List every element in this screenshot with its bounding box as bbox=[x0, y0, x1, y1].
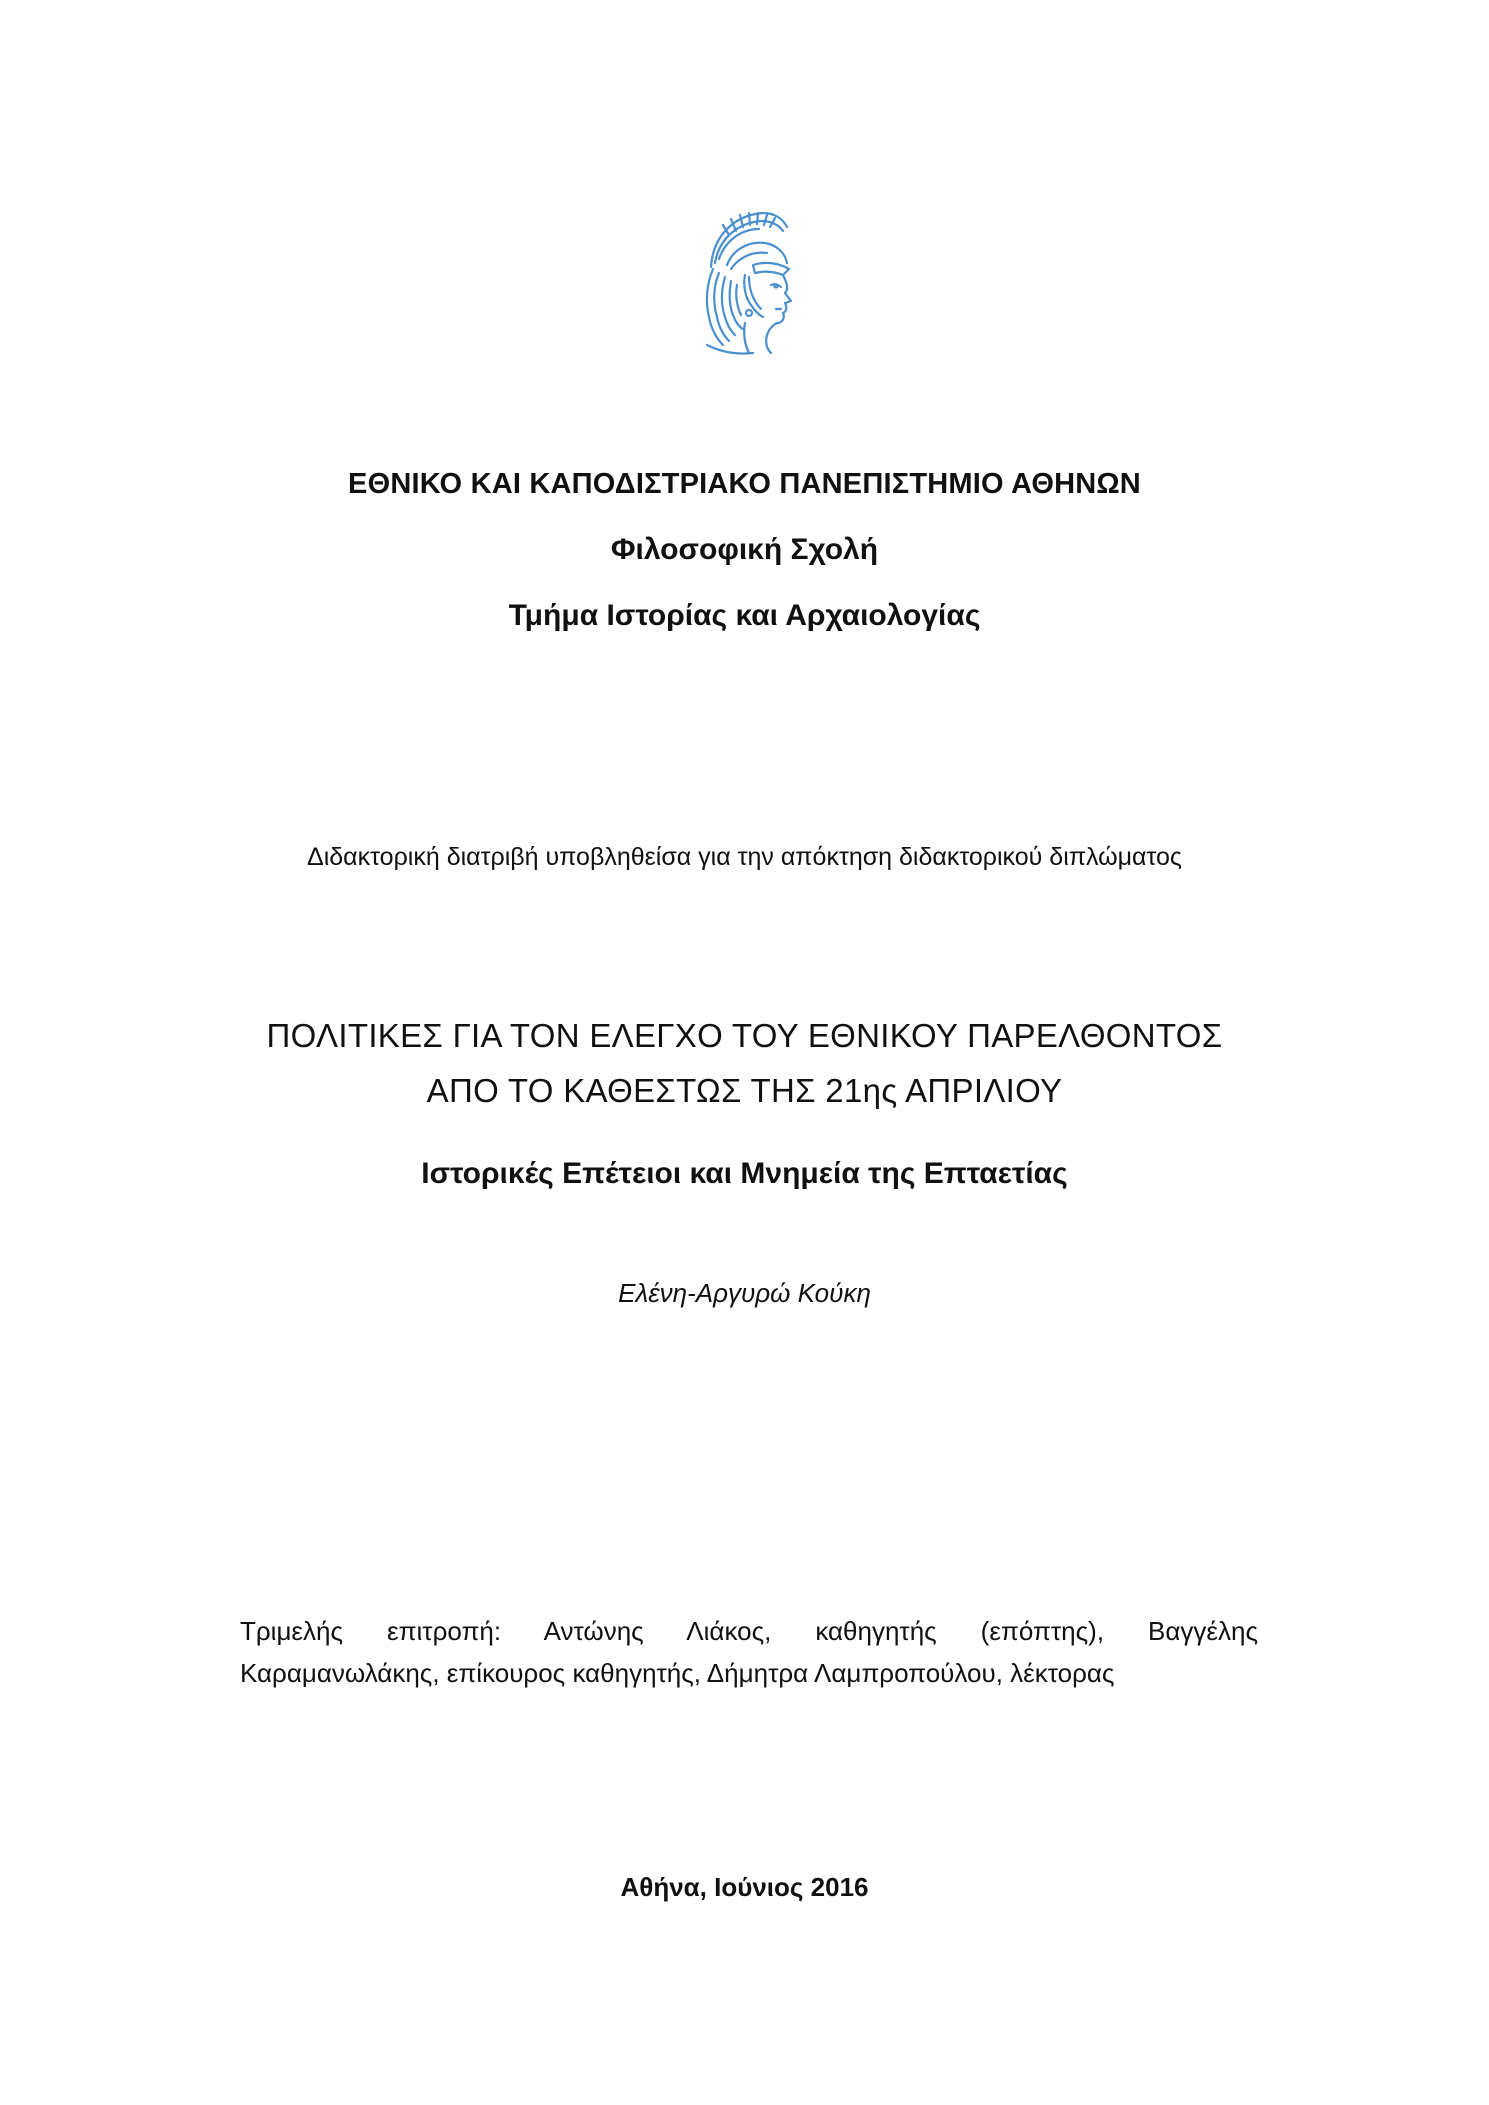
thesis-subtitle: Ιστορικές Επέτειοι και Μνημεία της Επταετίας bbox=[421, 1157, 1068, 1190]
thesis-title-line-2: ΑΠΟ ΤΟ ΚΑΘΕΣΤΩΣ ΤΗΣ 21ης ΑΠΡΙΛΙΟΥ bbox=[426, 1072, 1063, 1109]
committee-line-1: Τριμελής επιτροπή: Αντώνης Λιάκος, καθηγητής (επόπτης), Βαγγέλης bbox=[240, 1616, 1258, 1646]
university-name: ΕΘΝΙΚΟ ΚΑΙ ΚΑΠΟΔΙΣΤΡΙΑΚΟ ΠΑΝΕΠΙΣΤΗΜΙΟ ΑΘΗΝΩΝ bbox=[348, 468, 1141, 500]
dissertation-note: Διδακτορική διατριβή υποβληθείσα για την απόκτηση διδακτορικού διπλώματος bbox=[307, 843, 1182, 871]
committee-paragraph bbox=[240, 1610, 1258, 1694]
committee-line-2: Καραμανωλάκης, επίκουρος καθηγητής, Δήμητρα Λαμπροπούλου, λέκτορας bbox=[240, 1658, 1115, 1688]
author-name: Ελένη-Αργυρώ Κούκη bbox=[618, 1278, 871, 1308]
athena-head-emblem-icon bbox=[683, 205, 803, 355]
place-and-date: Αθήνα, Ιούνιος 2016 bbox=[620, 1872, 869, 1902]
thesis-title-line-1: ΠΟΛΙΤΙΚΕΣ ΓΙΑ ΤΟΝ ΕΛΕΓΧΟ ΤΟΥ ΕΘΝΙΚΟΥ ΠΑΡΕΛΘΟΝΤΟΣ bbox=[266, 1017, 1223, 1054]
school-name: Φιλοσοφική Σχολή bbox=[610, 533, 879, 566]
department-name: Τμήμα Ιστορίας και Αρχαιολογίας bbox=[508, 599, 981, 632]
